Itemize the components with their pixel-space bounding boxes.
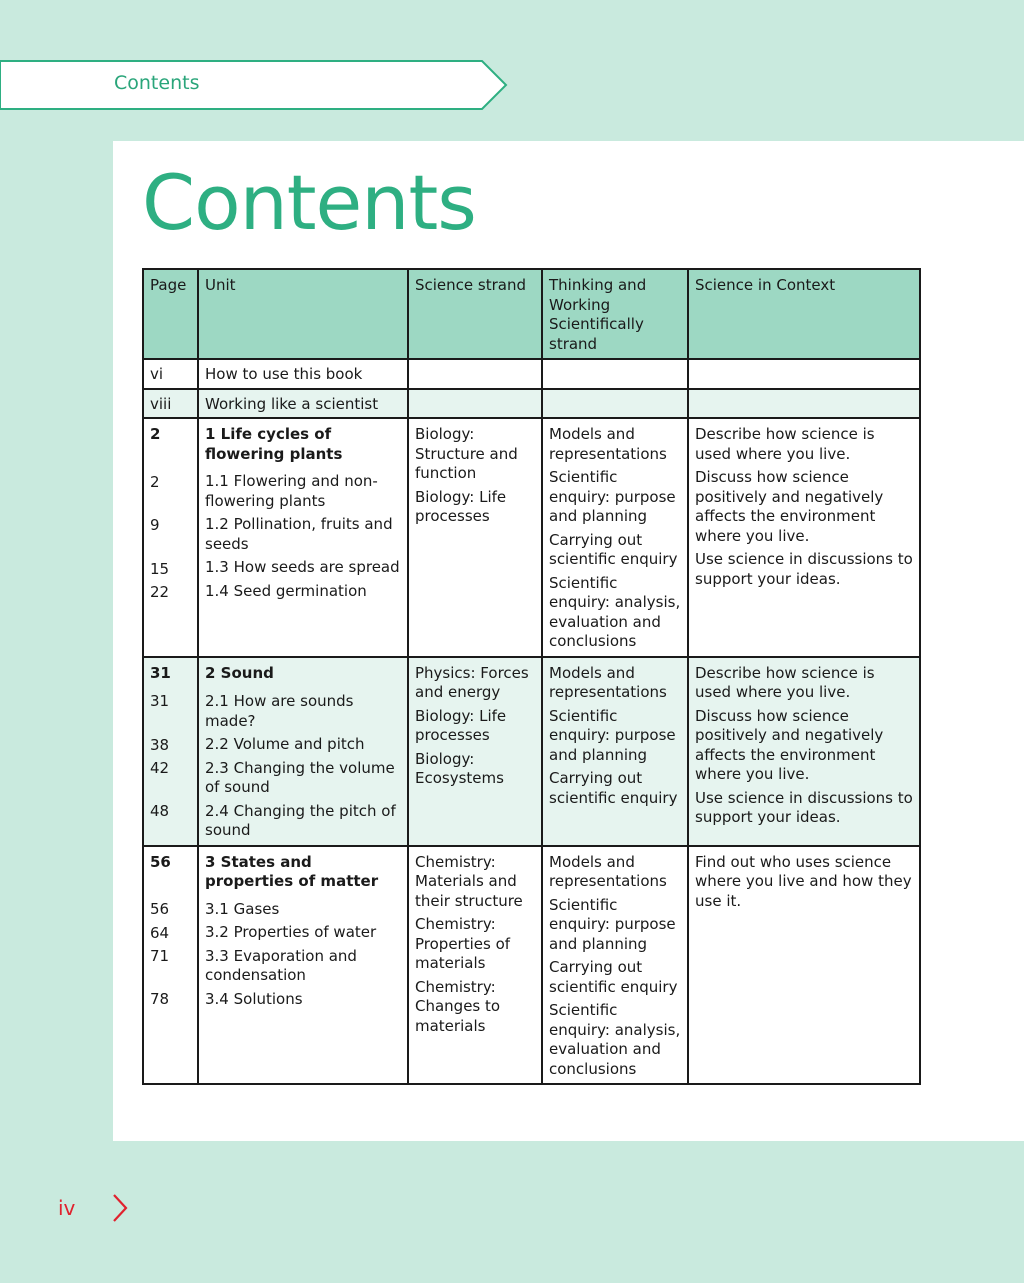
science-strand-cell [408,359,542,389]
table-row [143,389,920,419]
section-page-number: 71 [150,947,170,965]
section-title: 1.2 Pollination, fruits and seeds [205,515,393,553]
unit-page-number: 2 [150,425,161,443]
unit-cell: Working like a scientist [198,389,408,419]
unit-cell: How to use this book [198,359,408,389]
section-page-number: 31 [150,692,170,710]
unit-cell [198,846,408,1085]
page-cell: viii [143,389,198,419]
column-header-science-strand: Science strand [408,269,542,359]
context-item: Use science in discussions to support your ideas. [695,550,913,588]
strand-item: Carrying out scientific enquiry [549,769,678,807]
tws-strand-cell [542,418,688,657]
section-tab-label: Contents [114,72,200,94]
strand-item: Carrying out scientific enquiry [549,530,678,568]
unit-title: 3 States and properties of matter [205,852,379,890]
column-header-unit: Unit [198,269,408,359]
strand-item: Models and representations [549,663,667,701]
context-cell [688,846,920,1085]
section-page-number: 22 [150,583,170,601]
unit-page-number: 56 [150,852,171,871]
context-cell [688,359,920,389]
strand-item: Scientific enquiry: purpose and planning [549,468,676,525]
strand-item: Biology: Life processes [415,706,507,744]
page-cell: vi [143,359,198,389]
strand-item: Biology: Life processes [415,487,507,525]
context-item: Describe how science is used where you live. [695,663,875,701]
tws-strand-cell [542,657,688,846]
page-title: Contents [142,158,476,247]
section-title: 2.4 Changing the pitch of sound [205,801,396,839]
strand-item: Biology: Structure and function [415,425,518,482]
column-header-science-in-context: Science in Context [688,269,920,359]
strand-item: Physics: Forces and energy [415,663,529,701]
section-page-number: 64 [150,923,170,942]
section-page-number: 42 [150,759,170,777]
unit-title: 2 Sound [205,663,274,682]
unit-row [143,418,920,657]
page-cell [143,657,198,846]
unit-row [143,846,920,1085]
unit-title: 1 Life cycles of flowering plants [205,425,343,463]
unit-cell [198,418,408,657]
strand-item: Models and representations [549,425,667,463]
section-title: 3.1 Gases [205,899,280,918]
tws-strand-cell [542,389,688,419]
strand-item: Scientific enquiry: analysis, evaluation and conclusions [549,1001,681,1078]
strand-item: Scientific enquiry: analysis, evaluation and conclusions [549,573,681,650]
context-item: Discuss how science positively and negatively affects the environment where you live. [695,468,884,545]
section-tab [0,60,508,110]
context-item: Describe how science is used where you live. [695,425,875,463]
strand-item: Chemistry: Materials and their structure [415,852,523,910]
contents-table [142,268,921,1085]
chevron-right-icon [110,1193,130,1223]
strand-item: Models and representations [549,852,667,890]
strand-item: Chemistry: Properties of materials [415,915,511,972]
table-header-row [143,269,920,359]
context-cell [688,389,920,419]
section-title: 1.3 How seeds are spread [205,558,400,576]
page-number: iv [58,1196,76,1220]
context-item: Find out who uses science where you live and how they use it. [695,852,912,910]
section-title: 1.4 Seed germination [205,581,367,600]
unit-cell [198,657,408,846]
science-strand-cell [408,389,542,419]
science-strand-cell [408,846,542,1085]
page-cell [143,418,198,657]
section-page-number: 48 [150,801,170,820]
strand-item: Scientific enquiry: purpose and planning [549,895,676,953]
column-header-page: Page [143,269,198,359]
column-header-tws-strand: Thinking and Working Scientifically strand [542,269,688,359]
section-page-number: 2 [150,472,160,491]
section-title: 3.3 Evaporation and condensation [205,946,357,984]
tws-strand-cell [542,359,688,389]
context-cell [688,657,920,846]
strand-item: Carrying out scientific enquiry [549,958,678,996]
section-title: 2.1 How are sounds made? [205,692,354,730]
strand-item: Chemistry: Changes to materials [415,977,501,1035]
table-row [143,359,920,389]
unit-page-number: 31 [150,663,171,682]
context-item: Discuss how science positively and negatively affects the environment where you live. [695,706,884,783]
section-title: 3.2 Properties of water [205,923,377,941]
section-title: 2.2 Volume and pitch [205,735,365,753]
section-title: 2.3 Changing the volume of sound [205,758,395,796]
context-item: Use science in discussions to support your ideas. [695,788,913,826]
section-page-number: 9 [150,516,160,534]
section-page-number: 15 [150,559,170,578]
context-cell [688,418,920,657]
science-strand-cell [408,657,542,846]
section-page-number: 78 [150,989,170,1008]
tab-arrow-shape [0,60,508,110]
tws-strand-cell [542,846,688,1085]
strand-item: Scientific enquiry: purpose and planning [549,706,676,764]
science-strand-cell [408,418,542,657]
unit-row [143,657,920,846]
section-page-number: 56 [150,900,170,918]
section-title: 1.1 Flowering and non-flowering plants [205,472,378,510]
section-title: 3.4 Solutions [205,989,303,1008]
strand-item: Biology: Ecosystems [415,749,504,787]
page-cell [143,846,198,1085]
section-page-number: 38 [150,735,170,754]
